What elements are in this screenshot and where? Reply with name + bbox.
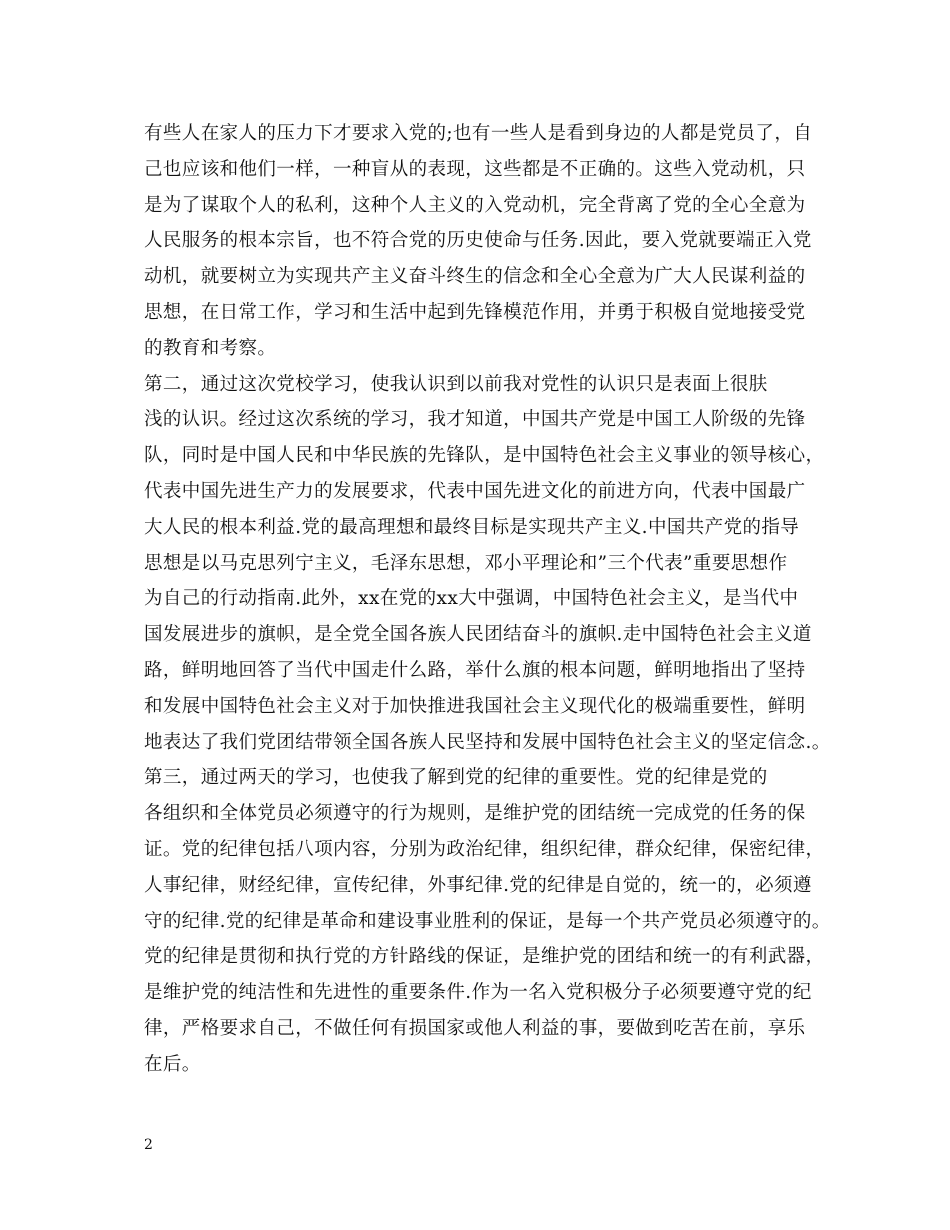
text-line: 各组织和全体党员必须遵守的行为规则，是维护党的团结统一完成党的任务的保 [144,803,806,825]
text-line: 大人民的根本利益.党的最高理想和最终目标是实现共产主义.中国共产党的指导 [144,516,800,538]
text-line: 队，同时是中国人民和中华民族的先锋队，是中国特色社会主义事业的领导核心， [144,445,825,467]
page-number: 2 [144,1137,153,1153]
text-line: 思想，在日常工作，学习和生活中起到先锋模范作用，并勇于积极自觉地接受党 [144,301,806,323]
text-line: 律，严格要求自己，不做任何有损国家或他人利益的事，要做到吃苦在前，享乐 [144,1017,806,1039]
text-line: 浅的认识。经过这次系统的学习，我才知道，中国共产党是中国工人阶级的先锋 [144,409,806,431]
text-line: 是维护党的纯洁性和先进性的重要条件.作为一名入党积极分子必须要遵守党的纪 [144,982,812,1004]
text-line: 代表中国先进生产力的发展要求，代表中国先进文化的前进方向，代表中国最广 [144,480,806,502]
text-line: 人民服务的根本宗旨，也不符合党的历史使命与任务.因此，要入党就要端正入党 [144,230,812,252]
text-line: 地表达了我们党团结带领全国各族人民坚持和发展中国特色社会主义的坚定信念.。 [144,731,831,753]
text-line: 思想是以马克思列宁主义，毛泽东思想，邓小平理论和”三个代表”重要思想作 [144,552,788,574]
text-line: 己也应该和他们一样，一种盲从的表现，这些都是不正确的。这些入党动机，只 [144,158,806,180]
text-line: 的教育和考察。 [144,337,277,359]
text-line: 动机，就要树立为实现共产主义奋斗终生的信念和全心全意为广大人民谋利益的 [144,266,806,288]
text-line: 在后。 [144,1053,201,1075]
text-line: 人事纪律，财经纪律，宣传纪律，外事纪律.党的纪律是自觉的，统一的，必须遵 [144,874,812,896]
text-line: 和发展中国特色社会主义对于加快推进我国社会主义现代化的极端重要性，鲜明 [144,695,806,717]
text-line: 第三，通过两天的学习，也使我了解到党的纪律的重要性。党的纪律是党的 [144,767,768,789]
text-line: 证。党的纪律包括八项内容，分别为政治纪律，组织纪律，群众纪律，保密纪律， [144,838,825,860]
text-line: 为自己的行动指南.此外，xx在党的xx大中强调，中国特色社会主义，是当代中 [144,588,799,610]
body-text [144,116,831,1083]
text-line: 国发展进步的旗帜，是全党全国各族人民团结奋斗的旗帜.走中国特色社会主义道 [144,624,812,646]
text-line: 是为了谋取个人的私利，这种个人主义的入党动机，完全背离了党的全心全意为 [144,194,806,216]
text-line: 第二，通过这次党校学习，使我认识到以前我对党性的认识只是表面上很肤 [144,373,768,395]
text-line: 党的纪律是贯彻和执行党的方针路线的保证，是维护党的团结和统一的有利武器， [144,946,825,968]
text-line: 有些人在家人的压力下才要求入党的;也有一些人是看到身边的人都是党员了，自 [144,123,813,144]
text-line: 路，鲜明地回答了当代中国走什么路，举什么旗的根本问题，鲜明地指出了坚持 [144,659,806,681]
text-line: 守的纪律.党的纪律是革命和建设事业胜利的保证，是每一个共产党员必须遵守的。 [144,910,831,932]
